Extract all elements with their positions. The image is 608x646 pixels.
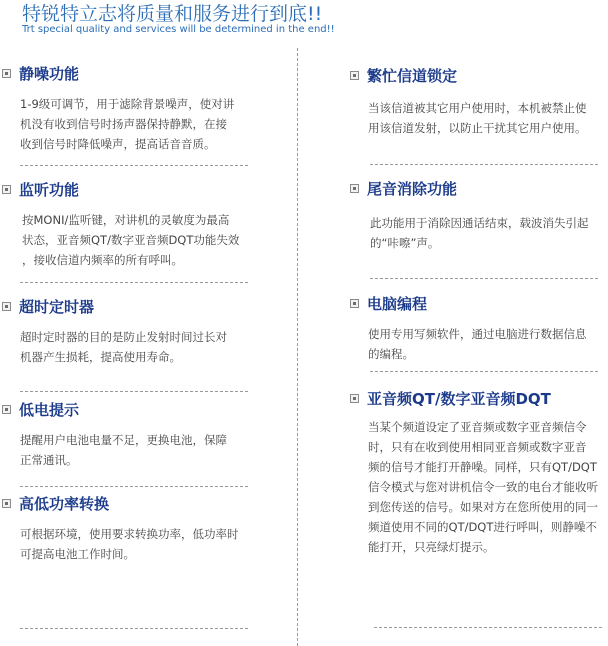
feature-tail-elimination <box>350 177 608 253</box>
description-line: 正常通讯。 <box>20 453 78 467</box>
section-separator <box>374 627 602 628</box>
feature-description <box>350 417 608 557</box>
section-separator <box>20 628 248 629</box>
bullet-icon <box>2 499 11 508</box>
feature-description <box>350 324 608 364</box>
description-line: 收到信号时降低噪声，提高话音音质。 <box>20 137 216 151</box>
description-line: 的编程。 <box>368 347 414 361</box>
description-line: ，接收信道内频率的所有呼叫。 <box>22 253 183 267</box>
feature-monitor <box>2 178 262 270</box>
description-line: 提醒用户电池电量不足，更换电池，保障 <box>20 433 227 447</box>
description-line: 超时定时器的目的是防止发射时间过长对 <box>20 330 227 344</box>
feature-squelch <box>2 62 262 154</box>
description-line: 机器产生损耗，提高使用寿命。 <box>20 350 181 364</box>
feature-description <box>2 524 262 564</box>
description-line: 可提高电池工作时间。 <box>20 547 135 561</box>
section-separator <box>370 371 598 372</box>
description-line: 1-9级可调节，用于滤除背景噪声，使对讲 <box>20 97 235 111</box>
bullet-icon <box>350 394 359 403</box>
feature-description <box>2 210 262 270</box>
feature-title: 监听功能 <box>19 180 80 199</box>
page-subtitle: Trt special quality and services will be determined in the end!! <box>22 24 335 35</box>
feature-title: 高低功率转换 <box>19 494 110 513</box>
description-line: 使用专用写频软件，通过电脑进行数据信息 <box>368 327 587 341</box>
feature-title: 电脑编程 <box>367 294 428 313</box>
feature-busy-channel-lockout <box>350 64 608 138</box>
feature-description <box>2 327 262 367</box>
feature-title: 亚音频QT/数字亚音频DQT <box>367 389 551 408</box>
bullet-icon <box>2 405 11 414</box>
description-line: 当某个频道设定了亚音频或数字亚音频信令 <box>368 420 587 434</box>
bullet-icon <box>2 302 11 311</box>
page-title: 特锐特立志将质量和服务进行到底!! <box>22 3 323 25</box>
column-divider <box>297 48 298 646</box>
description-line: 状态，亚音频QT/数字亚音频DQT功能失效 <box>22 233 240 247</box>
description-line: 此功能用于消除因通话结束，载波消失引起 <box>370 216 589 230</box>
description-line: 频的信号才能打开静噪。同样，只有QT/DQT <box>368 460 597 474</box>
description-line: 到您传送的信号。如果对方在您所使用的同一 <box>368 500 598 514</box>
section-separator <box>20 486 248 487</box>
description-line: 机没有收到信号时扬声器保持静默，在接 <box>20 117 227 131</box>
feature-title: 低电提示 <box>19 400 80 419</box>
feature-title: 尾音消除功能 <box>367 179 458 198</box>
feature-description <box>350 213 608 253</box>
bullet-icon <box>350 71 359 80</box>
feature-pc-programming <box>350 292 608 364</box>
bullet-icon <box>2 69 11 78</box>
description-line: 当该信道被其它用户使用时，本机被禁止使 <box>368 101 587 115</box>
description-line: 时，只有在收到使用相同亚音频或数字亚音 <box>368 440 587 454</box>
feature-power-switch <box>2 492 262 564</box>
section-separator <box>20 391 248 392</box>
description-line: 能打开，只亮绿灯提示。 <box>368 540 495 554</box>
feature-description <box>2 430 262 470</box>
feature-ctcss-dcs <box>350 387 608 557</box>
description-line: 信令模式与您对讲机信令一致的电台才能收听 <box>368 480 598 494</box>
section-separator <box>370 164 598 165</box>
description-line: 可根据环境，使用要求转换功率，低功率时 <box>20 527 239 541</box>
feature-title: 繁忙信道锁定 <box>367 66 458 85</box>
page-header <box>22 2 335 36</box>
feature-timeout-timer <box>2 295 262 367</box>
description-line: 的“咔嚓”声。 <box>370 236 440 250</box>
feature-title: 超时定时器 <box>19 297 95 316</box>
description-line: 按MONI/监听键，对讲机的灵敏度为最高 <box>22 213 230 227</box>
section-separator <box>20 165 248 166</box>
section-separator <box>20 282 248 283</box>
description-line: 用该信道发射，以防止干扰其它用户使用。 <box>368 121 587 135</box>
feature-title: 静噪功能 <box>19 64 80 83</box>
feature-low-battery <box>2 398 262 470</box>
bullet-icon <box>350 184 359 193</box>
feature-description <box>350 98 608 138</box>
feature-description <box>2 94 262 154</box>
bullet-icon <box>350 299 359 308</box>
section-separator <box>370 278 598 279</box>
bullet-icon <box>2 185 11 194</box>
description-line: 频道使用不同的QT/DQT进行呼叫，则静噪不 <box>368 520 597 534</box>
